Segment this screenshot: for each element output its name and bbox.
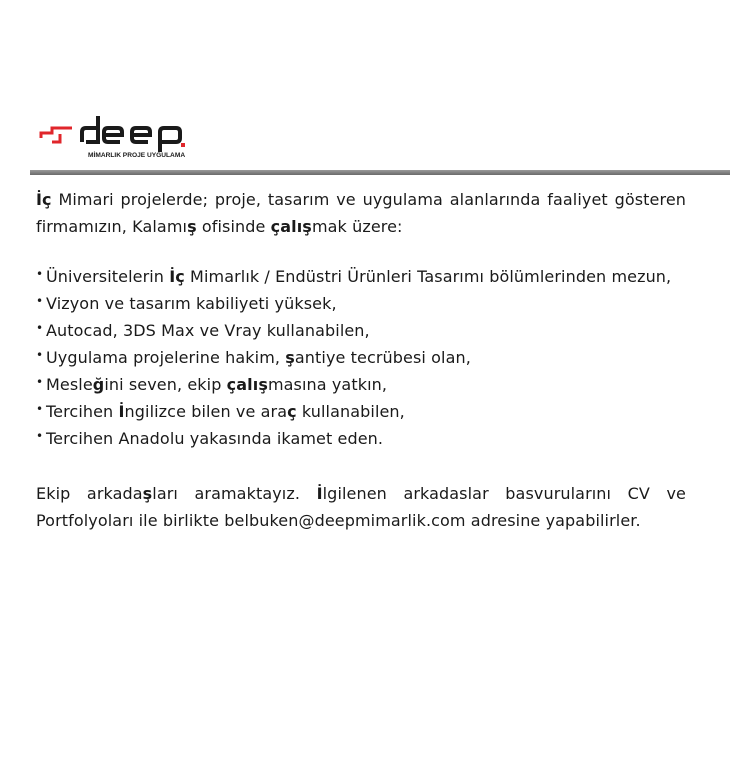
text-segment: masına yatkın, <box>267 375 388 394</box>
text-segment: Vizyon ve tasarım kabiliyeti yüksek, <box>46 294 337 313</box>
text-segment: Ekip arkada <box>36 484 143 503</box>
list-item <box>36 290 686 317</box>
text-segment: ları aramaktayız. <box>152 484 317 503</box>
text-segment: kullanabilen, <box>296 402 405 421</box>
text-segment: ofisinde <box>196 217 271 236</box>
text-segment: ini seven, ekip <box>104 375 227 394</box>
bold-segment: ş <box>285 348 295 367</box>
text-segment: Tercihen Anadolu yakasında ikamet eden. <box>46 429 384 448</box>
text-segment: Uygulama projelerine hakim, <box>46 348 286 367</box>
text-segment: lgilenen arkadaslar basvurularını CV ve Portfolyoları ile birlikte belbuken@deepmimarlik.com adresine yapabilirler. <box>36 484 686 530</box>
text-segment: Tercihen <box>46 402 119 421</box>
text-segment: mak üzere: <box>311 217 403 236</box>
bold-segment: çalış <box>270 217 312 236</box>
header <box>0 0 730 180</box>
text-segment: Mimari projelerde; proje, tasarım ve uygulama alanlarında faaliyet gösteren firmamızın, Kalamı <box>36 190 686 236</box>
brand-tagline: MİMARLIK PROJE UYGULAMA <box>88 152 186 159</box>
bold-segment: çalış <box>226 375 268 394</box>
deep-logo <box>38 110 238 162</box>
closing-paragraph <box>36 480 686 534</box>
list-item <box>36 344 686 371</box>
intro-paragraph <box>36 186 686 240</box>
list-item <box>36 398 686 425</box>
list-item <box>36 371 686 398</box>
text-segment: Mesle <box>46 375 93 394</box>
header-divider <box>30 170 730 175</box>
list-item <box>36 425 686 452</box>
list-item <box>36 263 686 290</box>
bold-segment: İç <box>169 267 185 286</box>
text-segment: Üniversitelerin <box>46 267 170 286</box>
bold-segment: ğ <box>92 375 105 394</box>
requirements-list <box>36 263 686 452</box>
text-segment: ngilizce bilen ve ara <box>124 402 288 421</box>
bold-segment: İ <box>316 484 323 503</box>
bold-segment: ş <box>142 484 153 503</box>
bold-segment: İç <box>36 190 52 209</box>
text-segment: Autocad, 3DS Max ve Vray kullanabilen, <box>46 321 370 340</box>
bold-segment: İ <box>118 402 125 421</box>
text-segment: Mimarlık / Endüstri Ürünleri Tasarımı bölümlerinden mezun, <box>184 267 672 286</box>
list-item <box>36 317 686 344</box>
text-segment: antiye tecrübesi olan, <box>294 348 471 367</box>
job-posting <box>36 186 686 534</box>
bold-segment: ç <box>287 402 297 421</box>
bold-segment: ş <box>187 217 197 236</box>
